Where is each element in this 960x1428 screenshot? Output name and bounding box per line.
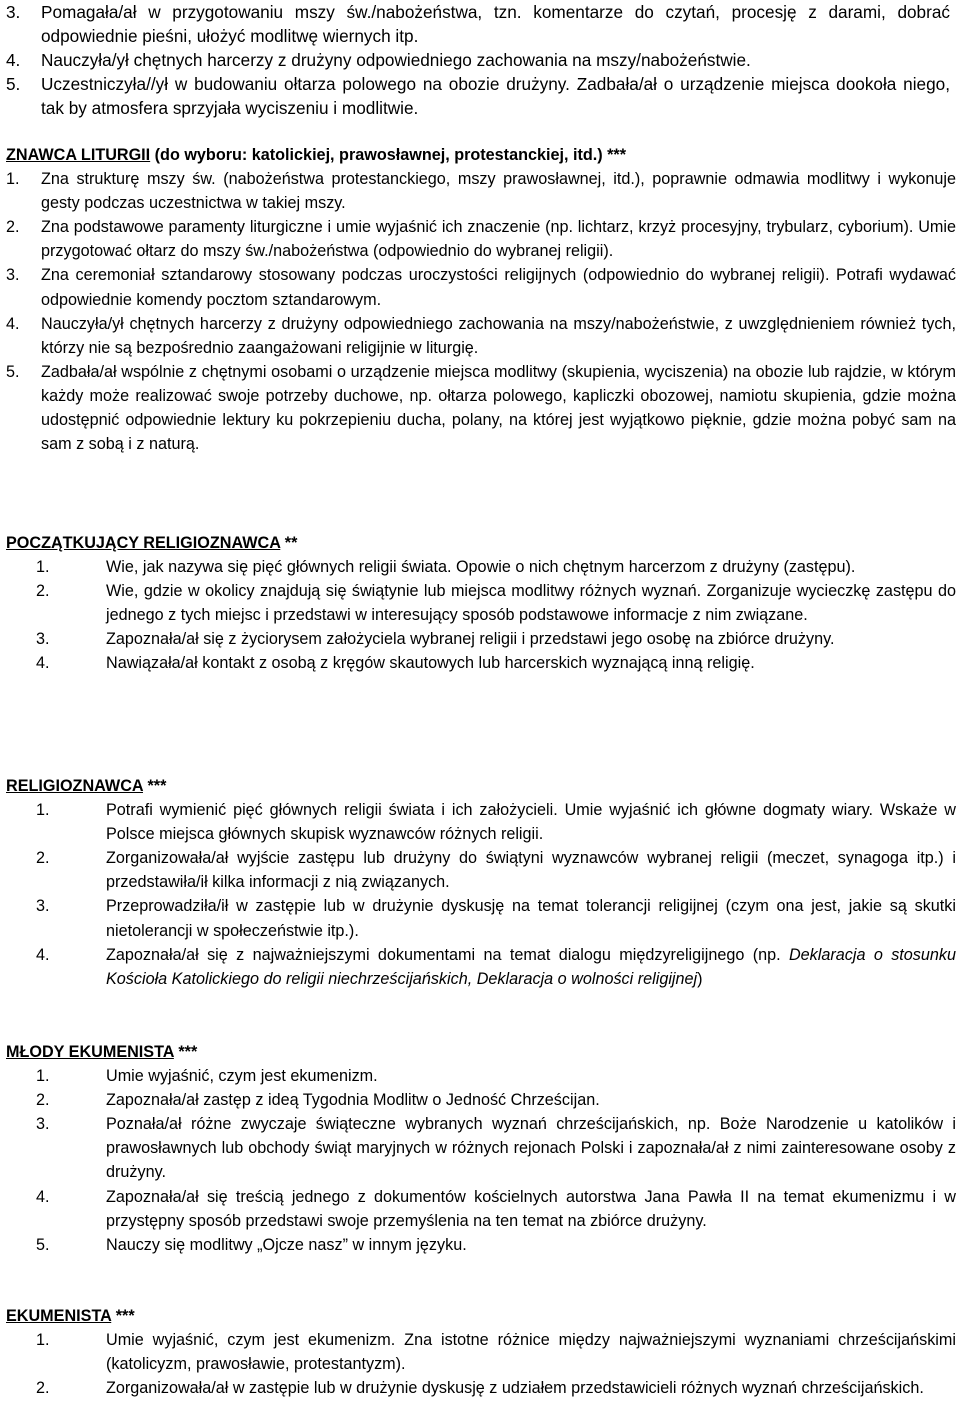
- item-text: Wie, gdzie w okolicy znajdują się świątynie lub miejsca modlitwy różnych wyznań. Zorganizuje wycieczkę zastępu do jednego z tych miejsc i przedstawi w interesujący sposób podstawowe informacje z nim związane.: [106, 582, 956, 625]
- item-number: 3.: [6, 266, 20, 285]
- list-item: [6, 579, 956, 627]
- item-text: [106, 943, 956, 991]
- item-number: 4.: [36, 945, 50, 964]
- item-text: Nauczy się modlitwy „Ojcze nasz” w innym języku.: [106, 1235, 467, 1254]
- item-number: 5.: [6, 74, 21, 94]
- item-text: Zadbała/ał wspólnie z chętnymi osobami o urządzenie miejsca modlitwy (skupienia, wyciszenia) na obozie lub rajdzie, w którym każdy może realizować swoje potrzeby duchowe, np. ołtarza polowego, kapliczki obozowej, namiotu skupienia, gdzie można udostępnić odpowiednie lektury ku pokrzepieniu ducha, polany, na której jest wyjątkowo pięknie, gdzie można pobyć sam na sam z sobą i z naturą.: [41, 362, 956, 454]
- item-text: Zna podstawowe paramenty liturgiczne i umie wyjaśnić ich znaczenie (np. lichtarz, krzyż procesyjny, trybularz, cyborium). Umie przygotować ołtarz do mszy św./nabożeństwa (odpowiednio do wybranej religii).: [41, 218, 956, 261]
- section-title: ZNAWCA LITURGII: [6, 146, 151, 164]
- item-text: Umie wyjaśnić, czym jest ekumenizm. Zna istotne różnice między najważniejszymi wyznaniami chrześcijańskimi (katolicyzm, prawosławie, protestantyzm).: [106, 1331, 956, 1374]
- item-number: 1.: [6, 170, 20, 189]
- document-titles: Deklaracja o stosunku Kościoła Katolickiego do religii niechrześcijańskich, Deklaracja o wolności religijnej: [106, 945, 956, 988]
- section-stars: **: [280, 534, 298, 552]
- continued-list: [6, 0, 956, 120]
- section-ekumenista: [6, 1304, 956, 1400]
- item-text: Zorganizowała/ał w zastępie lub w drużynie dyskusję z udziałem przedstawicieli różnych wyznań chrześcijańskich.: [106, 1379, 924, 1398]
- item-number: 2.: [36, 582, 50, 601]
- section-stars: ***: [111, 1307, 135, 1325]
- section-heading: [6, 531, 956, 555]
- item-number: 2.: [6, 218, 20, 237]
- section-mlody-ekumenista: [6, 1040, 956, 1257]
- item-text: Umie wyjaśnić, czym jest ekumenizm.: [106, 1067, 378, 1086]
- item-number: 5.: [6, 362, 20, 381]
- section-title-rest: (do wyboru: katolickiej, prawosławnej, protestanckiej, itd.) ***: [150, 146, 627, 164]
- list-item: [6, 1328, 956, 1376]
- item-number: 3.: [36, 1115, 50, 1134]
- item-text: Zna strukturę mszy św. (nabożeństwa protestanckiego, mszy prawosławnej, itd.), poprawnie odmawia modlitwy i wykonuje gesty podczas uczestnictwa w takiej mszy.: [41, 170, 956, 213]
- list-item: [6, 943, 956, 991]
- item-number: 5.: [36, 1235, 50, 1254]
- list-item: [6, 1185, 956, 1233]
- list-item: [6, 1088, 956, 1112]
- item-number: 4.: [36, 1187, 50, 1206]
- list-item: [6, 1376, 956, 1400]
- list-item: [6, 263, 956, 311]
- list-item: [6, 72, 956, 120]
- section-religioznawca: [6, 774, 956, 991]
- list-item: [6, 215, 956, 263]
- list-item: [6, 894, 956, 942]
- list-item: [6, 798, 956, 846]
- section-title: RELIGIOZNAWCA: [6, 777, 143, 795]
- list-item: [6, 48, 956, 72]
- section-poczatkujacy-religioznawca: [6, 531, 956, 676]
- item-text: Nauczyła/ył chętnych harcerzy z drużyny odpowiedniego zachowania na mszy/nabożeństwie, z uwzględnieniem również tych, którzy nie są bezpośrednio zaangażowani religijnie w liturgię.: [41, 314, 956, 357]
- item-text: Zapoznała/ał się treścią jednego z dokumentów kościelnych autorstwa Jana Pawła II na temat ekumenizmu i w przystępny sposób przedstawi swoje przemyślenia na ten temat na zbiórce drużyny.: [106, 1187, 956, 1230]
- item-text: Uczestniczyła//ył w budowaniu ołtarza polowego na obozie drużyny. Zadbała/ał o urządzenie miejsca dookoła niego, tak by atmosfera sprzyjała wyciszeniu i modlitwie.: [41, 74, 950, 118]
- item-number: 3.: [36, 897, 50, 916]
- section-heading: [6, 143, 956, 167]
- section-title: EKUMENISTA: [6, 1307, 112, 1325]
- section-title: MŁODY EKUMENISTA: [6, 1043, 174, 1061]
- item-number: 1.: [36, 1331, 50, 1350]
- section-stars: ***: [173, 1043, 198, 1061]
- section-stars: ***: [142, 777, 167, 795]
- item-text: Zorganizowała/ał wyjście zastępu lub drużyny do świątyni wyznawców wybranej religii (meczet, synagoga itp.) i przedstawiła/ił kilka informacji z nią związanych.: [106, 849, 956, 892]
- section-heading: [6, 1304, 956, 1328]
- item-text: Potrafi wymienić pięć głównych religii świata i ich założycieli. Umie wyjaśnić ich główne dogmaty wiary. Wskaże w Polsce miejsca głównych skupisk wyznawców różnych religii.: [106, 801, 956, 844]
- section-heading: [6, 774, 956, 798]
- item-text: Zapoznała/ał się z życiorysem założyciela wybranej religii i przedstawi jego osobę na zbiórce drużyny.: [106, 630, 835, 649]
- list-item: [6, 846, 956, 894]
- list-item: [6, 555, 956, 579]
- list-item: [6, 167, 956, 215]
- item-number: 1.: [36, 801, 50, 820]
- list-item: [6, 627, 956, 651]
- item-text: Nauczyła/ył chętnych harcerzy z drużyny odpowiedniego zachowania na mszy/nabożeństwie.: [41, 50, 751, 70]
- item-number: 3.: [36, 630, 50, 649]
- item-text: Pomagała/ał w przygotowaniu mszy św./nabożeństwa, tzn. komentarze do czytań, procesję z darami, dobrać odpowiednie pieśni, ułożyć modlitwę wiernych itp.: [41, 2, 950, 46]
- section-title: POCZĄTKUJĄCY RELIGIOZNAWCA: [6, 534, 281, 552]
- item-number: 2.: [36, 1091, 50, 1110]
- list-item: [6, 360, 956, 456]
- section-znawca-liturgii: [6, 143, 956, 456]
- item-number: 4.: [6, 314, 20, 333]
- item-text-lead: Zapoznała/ał się z najważniejszymi dokumentami na temat dialogu międzyreligijnego (np.: [106, 945, 789, 964]
- item-text: Nawiązała/ał kontakt z osobą z kręgów skautowych lub harcerskich wyznającą inną religię.: [106, 654, 755, 673]
- item-text: Zapoznała/ał zastęp z ideą Tygodnia Modlitw o Jedność Chrześcijan.: [106, 1091, 600, 1110]
- item-number: 1.: [36, 558, 50, 577]
- item-number: 2.: [36, 1379, 50, 1398]
- item-text: Poznała/ał różne zwyczaje świąteczne wybranych wyznań chrześcijańskich, np. Boże Narodzenie u katolików i prawosławnych lub obchody świąt maryjnych w różnych rejonach Polski i zapoznała/ał z nimi zainteresowane osoby z drużyny.: [106, 1115, 956, 1182]
- item-number: 1.: [36, 1067, 50, 1086]
- item-number: 4.: [6, 50, 21, 70]
- list-item: [6, 651, 956, 675]
- item-text: Zna ceremoniał sztandarowy stosowany podczas uroczystości religijnych (odpowiednio do wybranej religii). Potrafi wydawać odpowiednie komendy pocztom sztandarowym.: [41, 266, 956, 309]
- list-item: [6, 1112, 956, 1184]
- list-item: [6, 312, 956, 360]
- section-heading: [6, 1040, 956, 1064]
- item-number: 2.: [36, 849, 50, 868]
- item-number: 3.: [6, 2, 21, 22]
- item-text: Wie, jak nazywa się pięć głównych religii świata. Opowie o nich chętnym harcerzom z drużyny (zastępu).: [106, 558, 856, 577]
- list-item: [6, 1064, 956, 1088]
- list-item: [6, 0, 956, 48]
- item-text: Przeprowadziła/ił w zastępie lub w drużynie dyskusję na temat tolerancji religijnej (czym ona jest, jakie są skutki nietolerancji w społeczeństwie itp.).: [106, 897, 956, 940]
- item-number: 4.: [36, 654, 50, 673]
- list-item: [6, 1233, 956, 1257]
- item-text-tail: ): [697, 969, 703, 988]
